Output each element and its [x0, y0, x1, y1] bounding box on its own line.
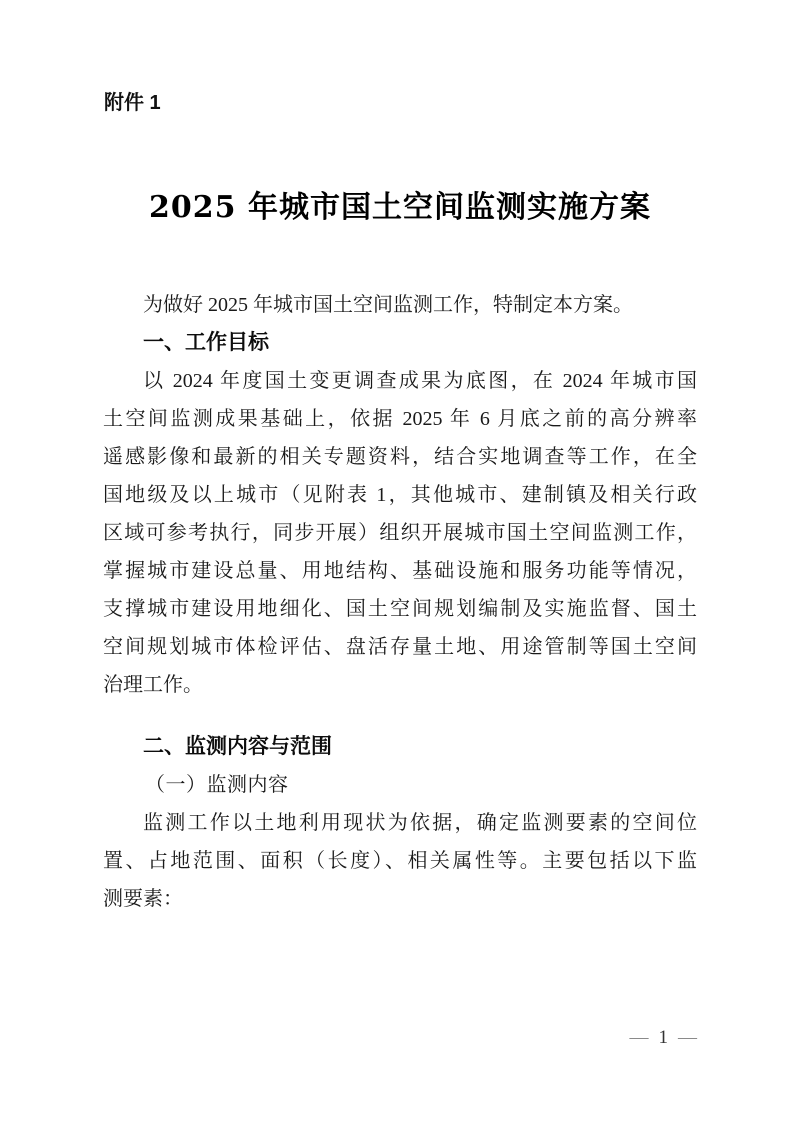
body-line: 置、占地范围、面积（长度）、相关属性等。主要包括以下监 — [103, 850, 697, 872]
page-number — [630, 1024, 698, 1052]
body-line: 治理工作。 — [103, 674, 203, 696]
body-line: 测要素： — [103, 888, 183, 910]
body-line: 遥感影像和最新的相关专题资料，结合实地调查等工作，在全 — [103, 446, 697, 468]
body-line: 国地级及以上城市（见附表 1，其他城市、建制镇及相关行政 — [103, 484, 697, 506]
section1-heading: 一、工作目标 — [143, 331, 269, 354]
body-line: 监测工作以土地利用现状为依据，确定监测要素的空间位 — [143, 812, 697, 834]
section2-subheading: （一）监测内容 — [145, 774, 289, 796]
body-line: 土空间监测成果基础上，依据 2025 年 6 月底之前的高分辨率 — [103, 408, 697, 430]
page-number-dash-left: — — [629, 1027, 649, 1048]
document-title: 2025 年城市国土空间监测实施方案 — [149, 190, 651, 225]
body-line: 掌握城市建设总量、用地结构、基础设施和服务功能等情况， — [103, 560, 697, 582]
document-body — [103, 286, 697, 918]
section2-heading: 二、监测内容与范围 — [143, 735, 332, 758]
attachment-label: 附件 1 — [104, 92, 161, 114]
page-number-dash-right: — — [678, 1027, 697, 1048]
body-line: 空间规划城市体检评估、盘活存量土地、用途管制等国土空间 — [103, 636, 697, 658]
page-number-value: 1 — [658, 1027, 668, 1048]
body-line: 区域可参考执行，同步开展）组织开展城市国土空间监测工作， — [103, 522, 697, 544]
body-line: 支撑城市建设用地细化、国土空间规划编制及实施监督、国土 — [103, 598, 697, 620]
body-line: 以 2024 年度国土变更调查成果为底图，在 2024 年城市国 — [143, 370, 697, 392]
intro-paragraph-line: 为做好 2025 年城市国土空间监测工作，特制定本方案。 — [143, 294, 633, 316]
section-spacer — [103, 704, 697, 728]
